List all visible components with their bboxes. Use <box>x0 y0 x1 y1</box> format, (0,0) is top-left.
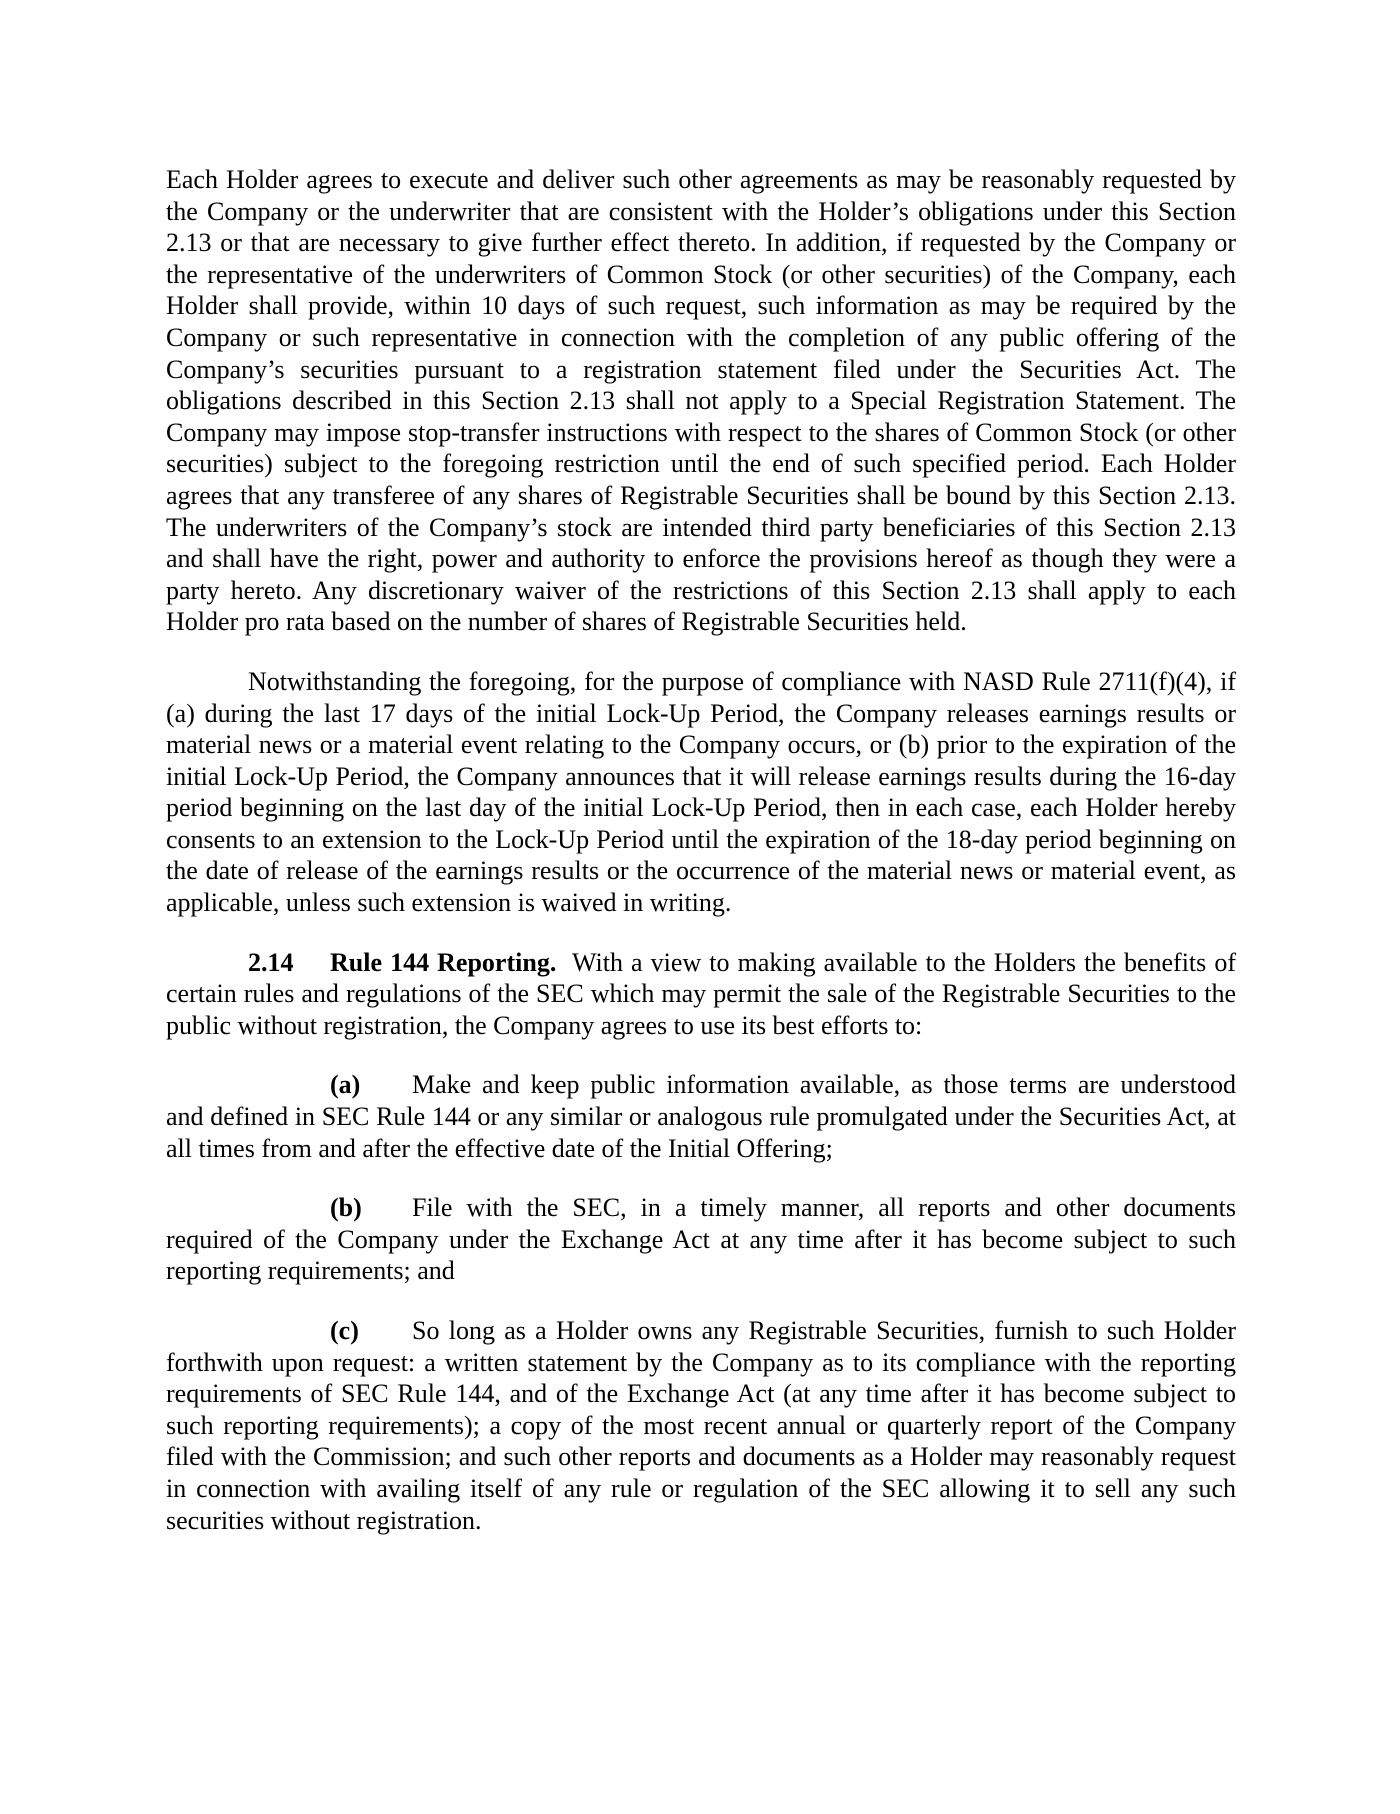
section-number: 2.14 <box>248 947 294 977</box>
list-item-b <box>166 1192 1236 1287</box>
item-text-b: File with the SEC, in a timely manner, all reports and other documents required of the Company under the Exchange Act at any time after it has become subject to such reporting requirements; and <box>166 1193 1236 1286</box>
section-title: Rule 144 Reporting. <box>330 947 557 977</box>
list-item-a <box>166 1069 1236 1164</box>
section-body: With a view to making available to the Holders the benefits of certain rules and regulations of the SEC which may permit the sale of the Registrable Securities to the public without registration, the Company agrees to use its best efforts to: <box>166 947 1236 1040</box>
section-2-14 <box>166 947 1236 1042</box>
item-text-a: Make and keep public information available, as those terms are understood and defined in SEC Rule 144 or any similar or analogous rule promulgated under the Securities Act, at all times from and after the effective date of the Initial Offering; <box>166 1070 1236 1163</box>
document-page <box>166 164 1236 1564</box>
item-label-b: (b) <box>330 1193 362 1223</box>
item-label-c: (c) <box>330 1316 359 1345</box>
paragraph-nasd-extension: Notwithstanding the foregoing, for the purpose of compliance with NASD Rule 2711(f)(4), if (a) during the last 17 days of the initial Lock-Up Period, the Company releases earnings results or material news or a material event relating to the Company occurs, or (b) prior to the expiration of the initial Lock-Up Period, the Company announces that it will release earnings results during the 16-day period beginning on the last day of the initial Lock-Up Period, then in each case, each Holder hereby consents to an extension to the Lock-Up Period until the expiration of the 18-day period beginning on the date of release of the earnings results or the occurrence of the material news or material event, as applicable, unless such extension is waived in writing. <box>166 666 1236 918</box>
item-label-a: (a) <box>330 1070 361 1100</box>
item-text-c: So long as a Holder owns any Registrable Securities, furnish to such Holder forthwith upon request: a written statement by the Company as to its compliance with the reporting requirements of SEC Rule 144, and of the Exchange Act (at any time after it has become subject to such reporting requirements); a copy of the most recent annual or quarterly report of the Company filed with the Commission; and such other reports and documents as a Holder may reasonably request in connection with availing itself of any rule or regulation of the SEC allowing it to sell any such securities without registration. <box>166 1316 1236 1535</box>
list-item-c <box>166 1315 1236 1536</box>
paragraph-lockup-obligations: Each Holder agrees to execute and deliver such other agreements as may be reasonably requested by the Company or the underwriter that are consistent with the Holder’s obligations under this Section 2.13 or that are necessary to give further effect thereto. In addition, if requested by the Company or the representative of the underwriters of Common Stock (or other securities) of the Company, each Holder shall provide, within 10 days of such request, such information as may be required by the Company or such representative in connection with the completion of any public offering of the Company’s securities pursuant to a registration statement filed under the Securities Act. The obligations described in this Section 2.13 shall not apply to a Special Registration Statement. The Company may impose stop-transfer instructions with respect to the shares of Common Stock (or other securities) subject to the foregoing restriction until the end of such specified period. Each Holder agrees that any transferee of any shares of Registrable Securities shall be bound by this Section 2.13. The underwriters of the Company’s stock are intended third party beneficiaries of this Section 2.13 and shall have the right, power and authority to enforce the provisions hereof as though they were a party hereto. Any discretionary waiver of the restrictions of this Section 2.13 shall apply to each Holder pro rata based on the number of shares of Registrable Securities held. <box>166 165 1236 637</box>
